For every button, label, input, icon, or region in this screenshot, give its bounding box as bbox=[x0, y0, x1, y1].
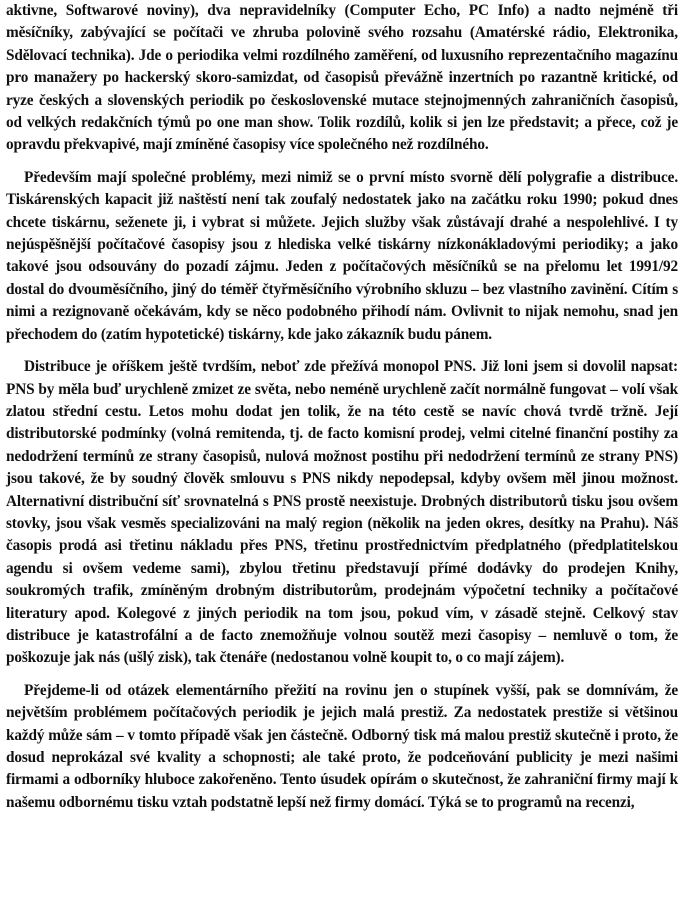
document-page bbox=[6, 0, 678, 824]
paragraph-2: Především mají společné problémy, mezi nimiž se o první místo svorně dělí polygrafie a distribuce. Tiskárenských kapacit již naštěstí není tak zoufalý nedostatek jako na začátku roku 1990; pokud dnes chcete tiskárnu, seženete ji, i vybrat si můžete. Jejich služby však zůstávají drahé a nespolehlivé. I ty nejúspěšnější počítačové časopisy jsou z hlediska velké tiskárny nízkonákladovými periodiky; a jako takové jsou odsouvány do pozadí zájmu. Jeden z počítačových měsíčníků se na přelomu let 1991/92 dostal do dvouměsíčního, jiný do téměř čtyřměsíčního výrobního skluzu – bez vlastního zavinění. Cítím s nimi a rezignovaně očekávám, kdy se něco podobného přihodí nám. Ovlivnit to nijak nemohu, snad jen přechodem do (zatím hypotetické) tiskárny, kde jako zákazník budu pánem. bbox=[6, 168, 678, 343]
paragraph-3: Distribuce je oříškem ještě tvrdším, neboť zde přežívá monopol PNS. Již loni jsem si dovolil napsat: PNS by měla buď urychleně zmizet ze světa, nebo neméně urychleně začít normálně fungovat – volí však zlatou střední cestu. Letos mohu dodat jen tolik, že na této cestě se navíc chová tvrdě tržně. Její distributorské podmínky (volná remitenda, tj. de facto komisní prodej, velmi citelné finanční postihy za nedodržení termínů ze strany časopisů, nulová možnost postihu při nedodržení termínů ze strany PNS) jsou takové, že by soudný člověk smlouvu s PNS nikdy nepodepsal, kdyby ovšem měl jinou možnost. Alternativní distribuční síť srovnatelná s PNS prostě neexistuje. Drobných distributorů tisku jsou ovšem stovky, jsou však vesměs specializováni na malý region (několik na jeden okres, desítky na Prahu). Náš časopis prodá asi třetinu nákladu přes PNS, třetinu prostřednictvím předplatného (předplatitelskou agendu si ovšem vedeme sami), zbylou třetinu představují přímé dodávky do prodejen Knihy, soukromých trafik, zmíněným drobným distributorům, prodejnám výpočetní techniky a počítačové literatury apod. Kolegové z jiných periodik na tom jsou, pokud vím, v zásadě stejně. Celkový stav distribuce je katastrofální a de facto znemožňuje volnou soutěž mezi časopisy – nemluvě o tom, že poškozuje jak nás (ušlý zisk), tak čtenáře (nedostanou volně koupit to, o co mají zájem). bbox=[6, 358, 678, 667]
paragraph-4: Přejdeme-li od otázek elementárního přežití na rovinu jen o stupínek vyšší, pak se domnívám, že největším problémem počítačových periodik je jejich malá prestiž. Za nedostatek prestiže si většinou každý může sám – v tomto případě však jen částečně. Odborný tisk má malou prestiž skutečně i proto, že dosud neprokázal své kvality a schopnosti; ale také proto, že podceňování publicity je mezi našimi firmami a odborníky hluboce zakořeněno. Tento úsudek opírám o skutečnost, že zahraniční firmy mají k našemu odbornému tisku vztah podstatně lepší než firmy domácí. Týká se to programů na recenzi, bbox=[6, 681, 678, 811]
paragraph-1: aktivne, Softwarové noviny), dva nepravidelníky (Computer Echo, PC Info) a nadto nejméně tři měsíčníky, zabývající se počítači ve zhruba polovině svého rozsahu (Amatérské rádio, Elektronika, Sdělovací technika). Jde o periodika velmi rozdílného zaměření, od luxusního reprezentačního magazínu pro manažery po hackerský skoro-samizdat, od časopisů převážně inzertních po razantně kritické, od ryze českých a slovenských periodik po československé mutace stejnojmenných zahraničních časopisů, od velkých redakčních týmů po one man show. Tolik rozdílů, kolik si jen lze představit; a přece, což je opravdu překvapivé, mají zmíněné časopisy více společného než rozdílného. bbox=[6, 2, 678, 154]
